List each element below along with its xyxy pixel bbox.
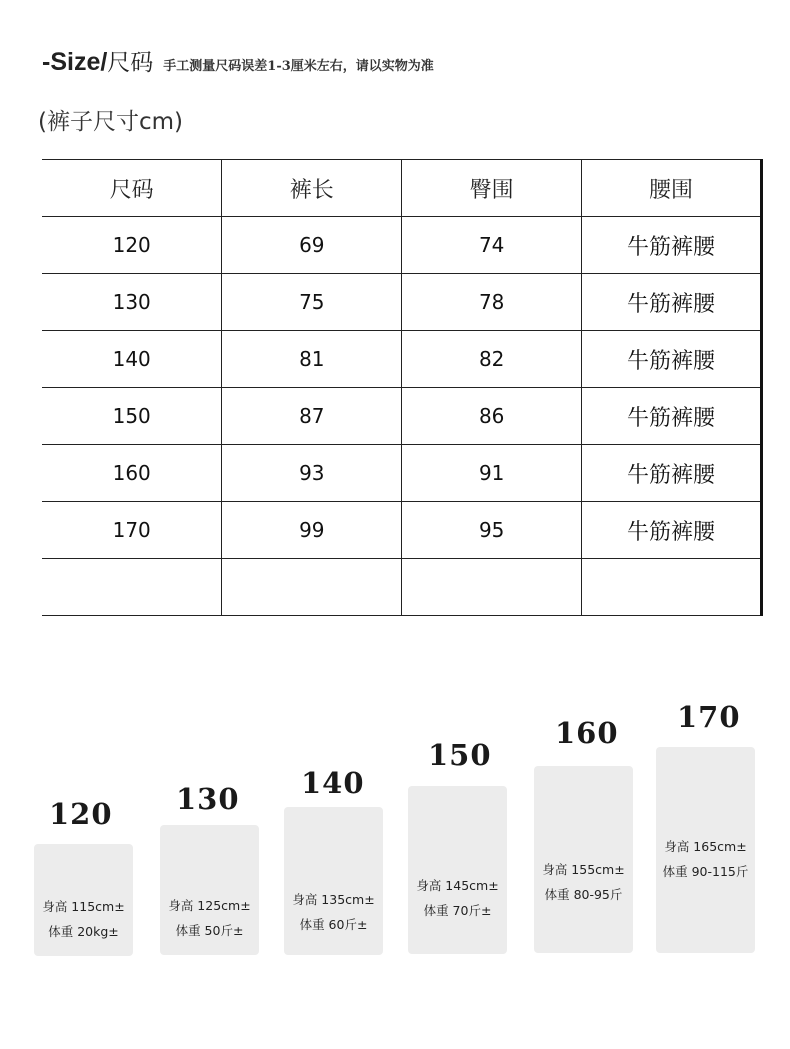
size-card-label-150: 150 <box>428 738 492 772</box>
size-card-label-130: 130 <box>176 782 240 816</box>
size-title-cn: 尺码 <box>107 50 154 76</box>
cell-size <box>42 559 222 616</box>
cell-pants-length: 81 <box>222 331 402 388</box>
cell-waist: 牛筋裤腰 <box>582 331 762 388</box>
cell-pants-length: 75 <box>222 274 402 331</box>
card-height: 身高 115cm± <box>42 899 125 914</box>
cell-size: 170 <box>42 502 222 559</box>
size-card-150 <box>408 786 507 954</box>
cell-size: 130 <box>42 274 222 331</box>
card-height: 身高 135cm± <box>292 892 375 907</box>
table-row <box>42 331 762 388</box>
page-header <box>42 44 434 77</box>
card-height: 身高 145cm± <box>416 878 499 893</box>
size-card-170 <box>656 747 755 953</box>
cell-waist <box>582 559 762 616</box>
size-card-label-120: 120 <box>49 797 113 831</box>
size-card-160 <box>534 766 633 953</box>
cell-waist: 牛筋裤腰 <box>582 217 762 274</box>
header-waist: 腰围 <box>582 160 762 217</box>
card-weight: 体重 80-95斤 <box>544 887 623 902</box>
pants-size-subtitle: (裤子尺寸cm) <box>38 109 183 135</box>
cell-pants-length: 87 <box>222 388 402 445</box>
cell-pants-length: 69 <box>222 217 402 274</box>
size-card-130 <box>160 825 259 955</box>
card-height: 身高 165cm± <box>664 839 747 854</box>
size-card-label-140: 140 <box>301 766 365 800</box>
cell-size: 120 <box>42 217 222 274</box>
size-card-label-160: 160 <box>555 716 619 750</box>
measurement-note: 手工测量尺码误差1-3厘米左右，请以实物为准 <box>163 59 434 74</box>
card-height: 身高 155cm± <box>542 862 625 877</box>
table-row-empty <box>42 559 762 616</box>
header-size: 尺码 <box>42 160 222 217</box>
cell-hip: 91 <box>402 445 582 502</box>
table-row <box>42 274 762 331</box>
card-weight: 体重 50斤± <box>175 923 244 938</box>
header-pants-length: 裤长 <box>222 160 402 217</box>
size-card-label-170: 170 <box>677 700 741 734</box>
cell-waist: 牛筋裤腰 <box>582 388 762 445</box>
cell-hip: 78 <box>402 274 582 331</box>
cell-hip <box>402 559 582 616</box>
cell-pants-length <box>222 559 402 616</box>
cell-waist: 牛筋裤腰 <box>582 274 762 331</box>
table-row <box>42 217 762 274</box>
cell-hip: 82 <box>402 331 582 388</box>
cell-pants-length: 99 <box>222 502 402 559</box>
table-row <box>42 445 762 502</box>
table-header-row <box>42 160 762 217</box>
table-row <box>42 502 762 559</box>
card-weight: 体重 90-115斤 <box>662 864 749 879</box>
table-row <box>42 388 762 445</box>
cell-pants-length: 93 <box>222 445 402 502</box>
size-card-140 <box>284 807 383 955</box>
cell-size: 150 <box>42 388 222 445</box>
cell-hip: 74 <box>402 217 582 274</box>
cell-hip: 95 <box>402 502 582 559</box>
header-hip: 臀围 <box>402 160 582 217</box>
cell-hip: 86 <box>402 388 582 445</box>
cell-waist: 牛筋裤腰 <box>582 445 762 502</box>
cell-size: 160 <box>42 445 222 502</box>
cell-size: 140 <box>42 331 222 388</box>
cell-waist: 牛筋裤腰 <box>582 502 762 559</box>
size-table <box>42 159 763 616</box>
size-title-en: -Size/ <box>42 48 108 76</box>
card-height: 身高 125cm± <box>168 898 251 913</box>
size-card-120 <box>34 844 133 956</box>
card-weight: 体重 20kg± <box>48 924 119 939</box>
card-weight: 体重 60斤± <box>299 917 368 932</box>
card-weight: 体重 70斤± <box>423 903 492 918</box>
